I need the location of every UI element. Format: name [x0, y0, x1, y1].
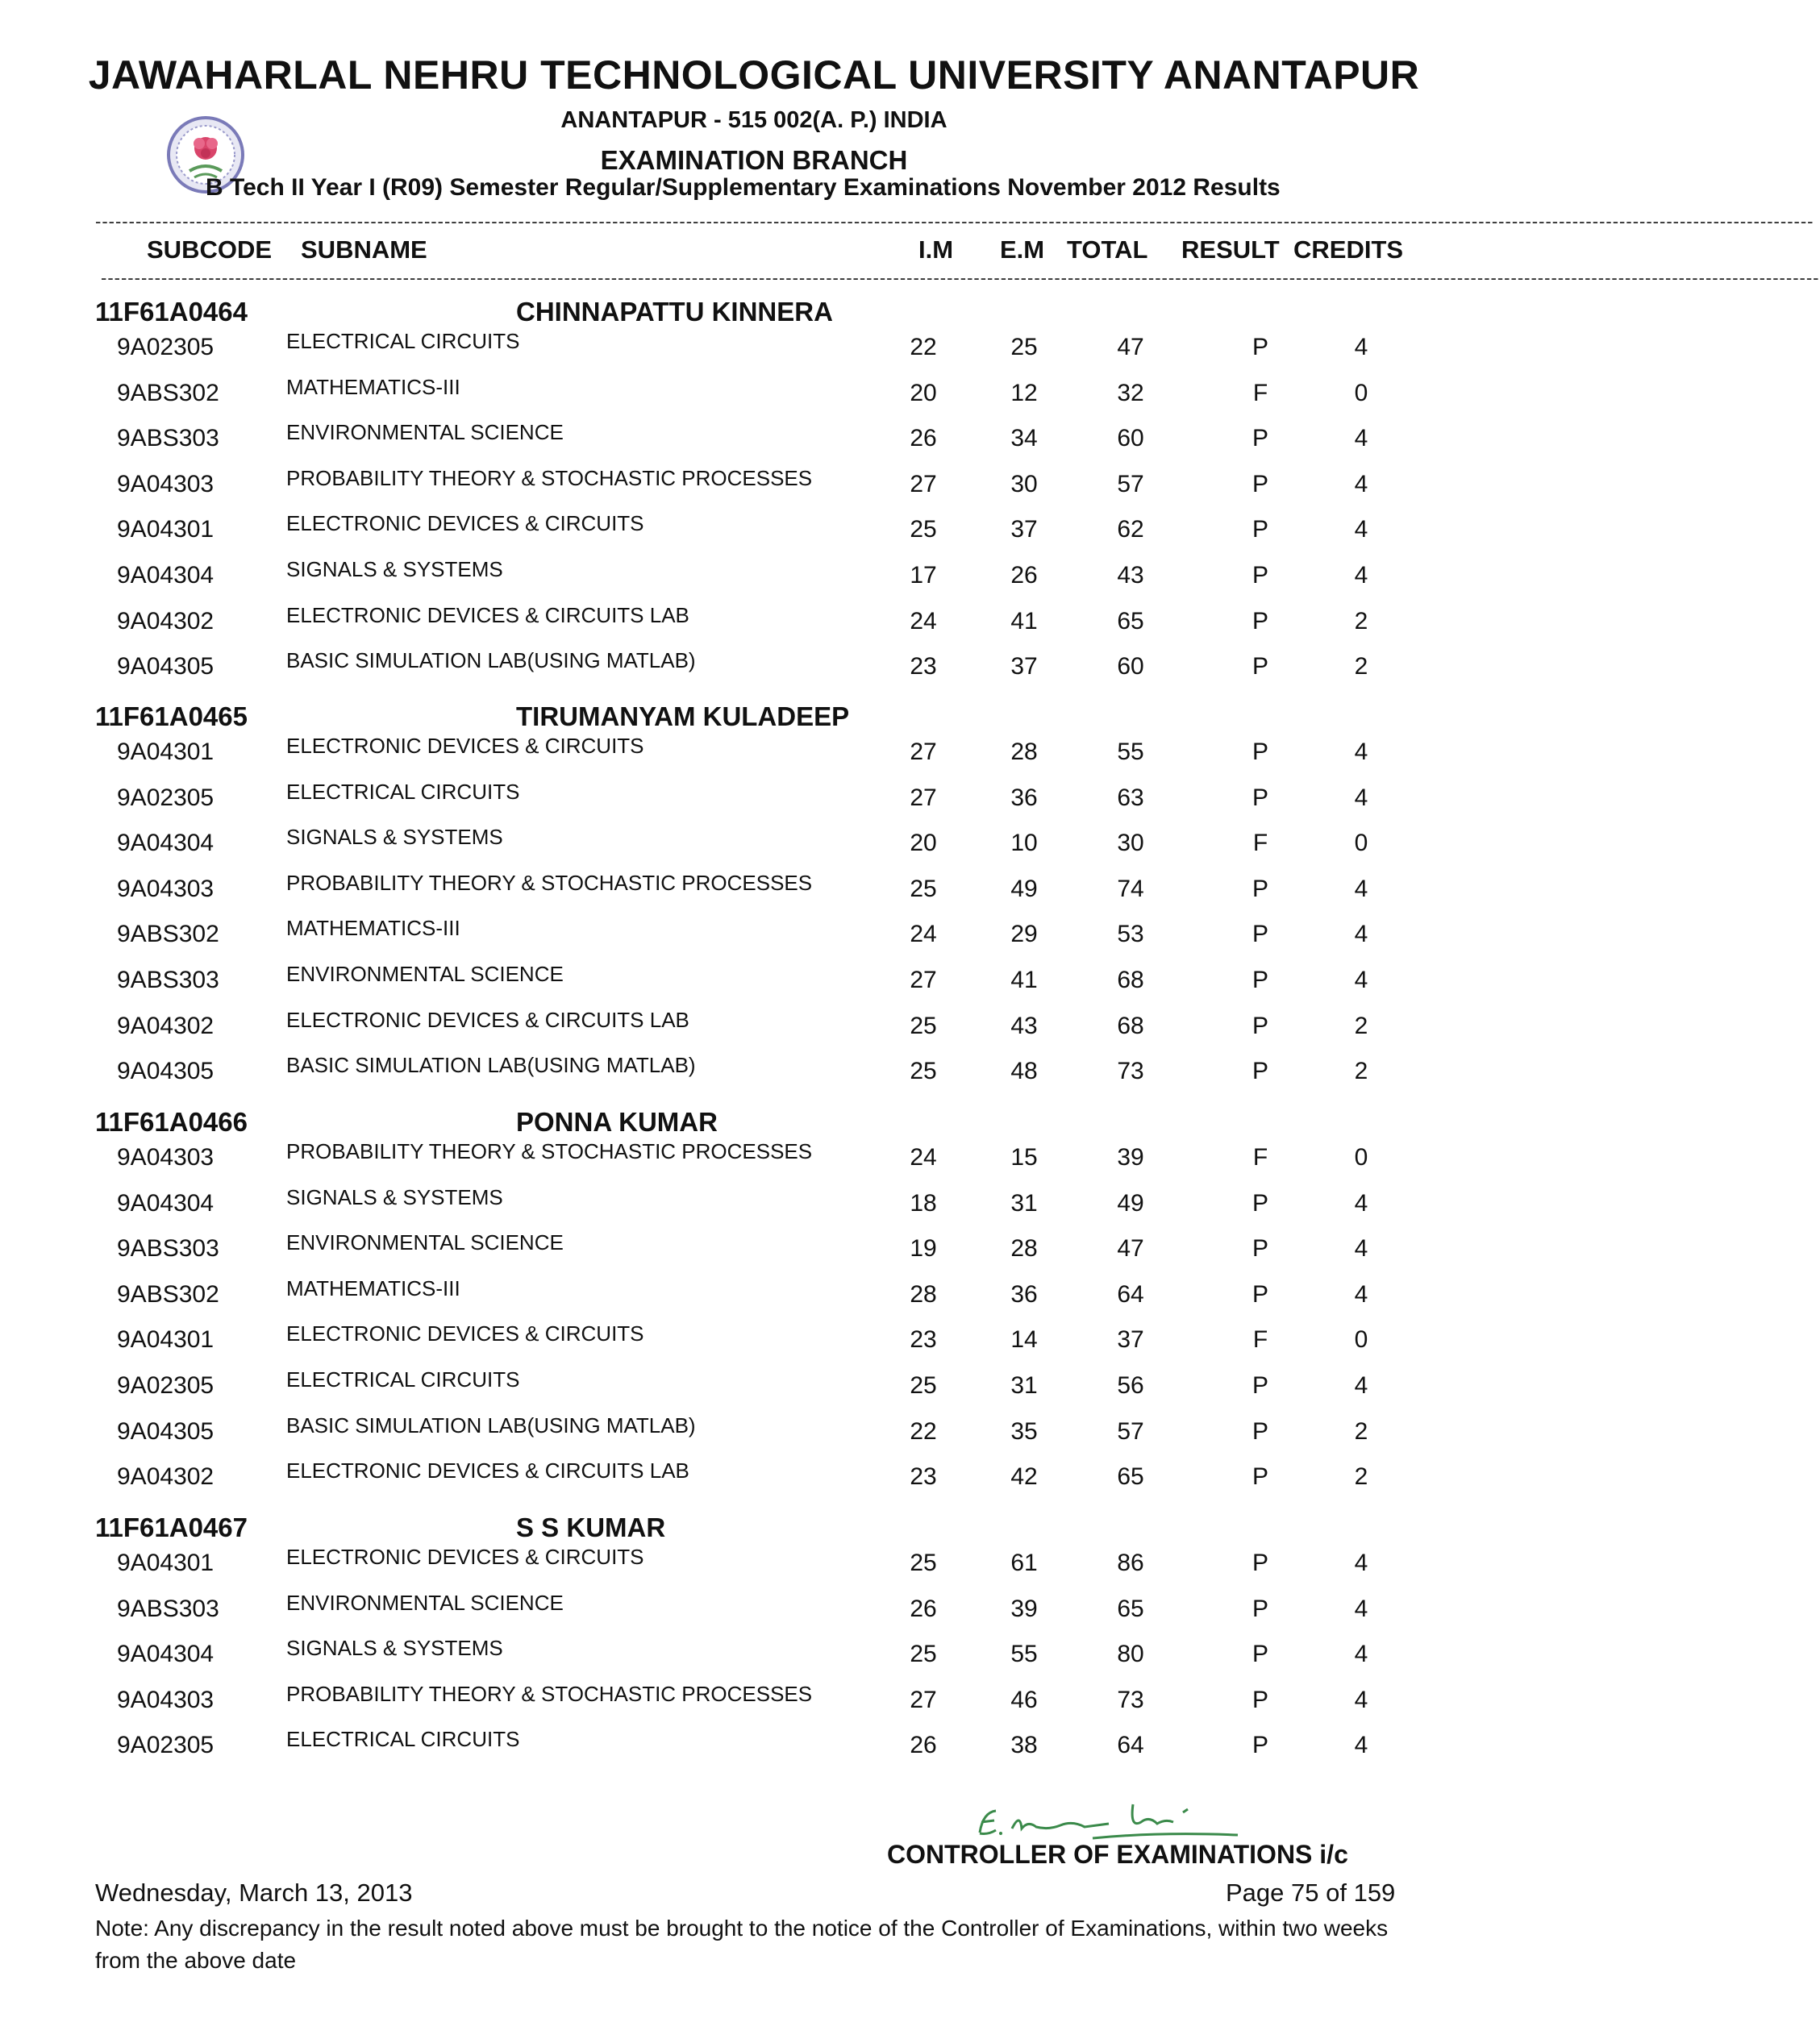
- external-marks: 37: [1010, 516, 1038, 543]
- result-status: P: [1252, 1058, 1268, 1085]
- total-marks: 57: [1117, 470, 1144, 497]
- result-status: P: [1252, 653, 1268, 680]
- subject-code: 9A04301: [117, 516, 214, 543]
- subject-name: PROBABILITY THEORY & STOCHASTIC PROCESSES: [286, 1139, 813, 1163]
- credits: 0: [1354, 1144, 1368, 1171]
- result-status: F: [1252, 1144, 1268, 1171]
- subject-name: MATHEMATICS-III: [286, 374, 460, 399]
- subject-code: 9A04301: [117, 1550, 214, 1576]
- external-marks: 61: [1010, 1550, 1038, 1576]
- internal-marks: 24: [910, 921, 937, 948]
- total-marks: 49: [1117, 1189, 1144, 1217]
- credits: 4: [1354, 1686, 1368, 1713]
- col-total: TOTAL: [1067, 235, 1148, 264]
- total-marks: 68: [1117, 967, 1144, 993]
- credits: 2: [1354, 1058, 1368, 1085]
- controller-title: CONTROLLER OF EXAMINATIONS i/c: [887, 1840, 1348, 1869]
- signature-mark: [972, 1788, 1246, 1845]
- subject-name: ELECTRONIC DEVICES & CIRCUITS LAB: [286, 602, 689, 627]
- subject-name: BASIC SIMULATION LAB(USING MATLAB): [286, 648, 696, 673]
- internal-marks: 27: [910, 1686, 937, 1713]
- internal-marks: 27: [910, 470, 937, 497]
- total-marks: 43: [1117, 562, 1144, 589]
- external-marks: 10: [1010, 830, 1038, 857]
- result-status: P: [1252, 334, 1268, 360]
- result-status: F: [1252, 379, 1268, 406]
- subject-name: ENVIRONMENTAL SCIENCE: [286, 1230, 564, 1255]
- result-status: F: [1252, 1326, 1268, 1354]
- internal-marks: 18: [910, 1189, 937, 1217]
- subject-code: 9A04301: [117, 739, 214, 765]
- university-title: JAWAHARLAL NEHRU TECHNOLOGICAL UNIVERSITY ANANTAPUR: [88, 52, 1420, 98]
- result-status: P: [1252, 1686, 1268, 1713]
- subject-name: ELECTRONIC DEVICES & CIRCUITS: [286, 734, 644, 758]
- internal-marks: 25: [910, 1058, 937, 1085]
- internal-marks: 27: [910, 967, 937, 993]
- external-marks: 39: [1010, 1595, 1038, 1622]
- external-marks: 26: [1010, 562, 1038, 589]
- total-marks: 37: [1117, 1326, 1144, 1354]
- student-name: PONNA KUMAR: [516, 1107, 718, 1137]
- result-status: P: [1252, 562, 1268, 589]
- external-marks: 12: [1010, 379, 1038, 406]
- subject-code: 9A04304: [117, 562, 214, 589]
- internal-marks: 22: [910, 334, 937, 360]
- external-marks: 46: [1010, 1686, 1038, 1713]
- credits: 4: [1354, 470, 1368, 497]
- credits: 4: [1354, 1641, 1368, 1668]
- subject-name: ENVIRONMENTAL SCIENCE: [286, 420, 564, 445]
- subject-name: SIGNALS & SYSTEMS: [286, 557, 503, 581]
- total-marks: 47: [1117, 1235, 1144, 1263]
- subject-name: ENVIRONMENTAL SCIENCE: [286, 962, 564, 986]
- result-status: P: [1252, 1189, 1268, 1217]
- result-status: F: [1252, 830, 1268, 857]
- result-status: P: [1252, 1235, 1268, 1263]
- total-marks: 60: [1117, 425, 1144, 452]
- student-reg-number: 11F61A0466: [95, 1107, 248, 1137]
- result-status: P: [1252, 967, 1268, 993]
- total-marks: 32: [1117, 379, 1144, 406]
- total-marks: 73: [1117, 1686, 1144, 1713]
- exam-title: B Tech II Year I (R09) Semester Regular/Supplementary Examinations November 2012 Results: [206, 174, 1281, 201]
- total-marks: 63: [1117, 784, 1144, 811]
- subject-name: BASIC SIMULATION LAB(USING MATLAB): [286, 1053, 696, 1078]
- print-date: Wednesday, March 13, 2013: [95, 1879, 413, 1907]
- credits: 2: [1354, 1463, 1368, 1491]
- external-marks: 55: [1010, 1641, 1038, 1668]
- student-reg-number: 11F61A0465: [95, 701, 248, 731]
- internal-marks: 27: [910, 784, 937, 811]
- total-marks: 47: [1117, 334, 1144, 360]
- student-reg-number: 11F61A0467: [95, 1512, 248, 1542]
- subject-code: 9ABS302: [117, 921, 219, 948]
- col-im: I.M: [918, 235, 954, 264]
- subject-name: SIGNALS & SYSTEMS: [286, 1636, 503, 1661]
- external-marks: 30: [1010, 470, 1038, 497]
- subject-name: ELECTRONIC DEVICES & CIRCUITS: [286, 511, 644, 536]
- internal-marks: 24: [910, 607, 937, 635]
- external-marks: 43: [1010, 1012, 1038, 1039]
- external-marks: 31: [1010, 1189, 1038, 1217]
- internal-marks: 25: [910, 1550, 937, 1576]
- col-credits: CREDITS: [1293, 235, 1404, 264]
- credits: 4: [1354, 967, 1368, 993]
- total-marks: 73: [1117, 1058, 1144, 1085]
- student-reg-number: 11F61A0464: [95, 297, 248, 327]
- internal-marks: 23: [910, 1463, 937, 1491]
- subject-code: 9A04304: [117, 1189, 214, 1217]
- subject-name: PROBABILITY THEORY & STOCHASTIC PROCESSES: [286, 870, 813, 895]
- total-marks: 65: [1117, 607, 1144, 635]
- subject-code: 9ABS303: [117, 967, 219, 993]
- subject-code: 9A04305: [117, 653, 214, 680]
- internal-marks: 23: [910, 1326, 937, 1354]
- subject-code: 9ABS302: [117, 379, 219, 406]
- subject-name: SIGNALS & SYSTEMS: [286, 1184, 503, 1209]
- total-marks: 62: [1117, 516, 1144, 543]
- total-marks: 56: [1117, 1372, 1144, 1399]
- subject-name: ELECTRONIC DEVICES & CIRCUITS: [286, 1545, 644, 1569]
- total-marks: 64: [1117, 1280, 1144, 1308]
- total-marks: 30: [1117, 830, 1144, 857]
- total-marks: 65: [1117, 1595, 1144, 1622]
- subject-code: 9A04301: [117, 1326, 214, 1354]
- credits: 2: [1354, 607, 1368, 635]
- result-status: P: [1252, 739, 1268, 765]
- internal-marks: 25: [910, 875, 937, 902]
- subject-code: 9ABS303: [117, 425, 219, 452]
- external-marks: 41: [1010, 607, 1038, 635]
- subject-code: 9A04302: [117, 1012, 214, 1039]
- student-name: S S KUMAR: [516, 1512, 666, 1542]
- internal-marks: 23: [910, 653, 937, 680]
- col-result: RESULT: [1181, 235, 1280, 264]
- discrepancy-note: Note: Any discrepancy in the result noted above must be brought to the notice of the Controller of Examinations, within two weeks from the above date: [95, 1916, 1389, 1973]
- total-marks: 64: [1117, 1732, 1144, 1759]
- result-status: P: [1252, 516, 1268, 543]
- subject-code: 9ABS303: [117, 1235, 219, 1263]
- subject-code: 9A02305: [117, 1372, 214, 1399]
- total-marks: 80: [1117, 1641, 1144, 1668]
- page-number: Page 75 of 159: [1226, 1879, 1396, 1907]
- subject-name: ELECTRONIC DEVICES & CIRCUITS: [286, 1321, 644, 1346]
- internal-marks: 22: [910, 1417, 937, 1445]
- subject-code: 9A04305: [117, 1058, 214, 1085]
- internal-marks: 20: [910, 379, 937, 406]
- credits: 2: [1354, 1417, 1368, 1445]
- total-marks: 57: [1117, 1417, 1144, 1445]
- student-name: CHINNAPATTU KINNERA: [516, 297, 833, 327]
- subject-code: 9A02305: [117, 334, 214, 360]
- external-marks: 37: [1010, 653, 1038, 680]
- subject-name: SIGNALS & SYSTEMS: [286, 825, 503, 850]
- credits: 4: [1354, 562, 1368, 589]
- divider-top: ----------------------------------------------------------------------------------------------------------------------------------------------------------------------------------------------------------------------------------------------------------------: [95, 211, 1814, 231]
- result-status: P: [1252, 1417, 1268, 1445]
- result-status: P: [1252, 607, 1268, 635]
- internal-marks: 24: [910, 1144, 937, 1171]
- credits: 4: [1354, 425, 1368, 452]
- subject-code: 9A04305: [117, 1417, 214, 1445]
- credits: 0: [1354, 379, 1368, 406]
- subject-code: 9A04304: [117, 1641, 214, 1668]
- subject-code: 9A04303: [117, 1686, 214, 1713]
- credits: 4: [1354, 784, 1368, 811]
- result-status: P: [1252, 1012, 1268, 1039]
- subject-name: ELECTRICAL CIRCUITS: [286, 1727, 520, 1752]
- subject-code: 9A04302: [117, 607, 214, 635]
- internal-marks: 25: [910, 1012, 937, 1039]
- credits: 4: [1354, 875, 1368, 902]
- subject-code: 9A04303: [117, 470, 214, 497]
- subject-name: ELECTRONIC DEVICES & CIRCUITS LAB: [286, 1007, 689, 1032]
- internal-marks: 20: [910, 830, 937, 857]
- external-marks: 25: [1010, 334, 1038, 360]
- external-marks: 41: [1010, 967, 1038, 993]
- subject-name: MATHEMATICS-III: [286, 916, 460, 941]
- credits: 2: [1354, 1012, 1368, 1039]
- subject-name: PROBABILITY THEORY & STOCHASTIC PROCESSES: [286, 1681, 813, 1706]
- external-marks: 38: [1010, 1732, 1038, 1759]
- external-marks: 34: [1010, 425, 1038, 452]
- subject-name: MATHEMATICS-III: [286, 1275, 460, 1300]
- credits: 0: [1354, 830, 1368, 857]
- internal-marks: 25: [910, 1641, 937, 1668]
- subject-code: 9A04303: [117, 1144, 214, 1171]
- result-status: P: [1252, 1372, 1268, 1399]
- student-name: TIRUMANYAM KULADEEP: [516, 701, 850, 731]
- credits: 4: [1354, 334, 1368, 360]
- credits: 4: [1354, 921, 1368, 948]
- internal-marks: 26: [910, 1595, 937, 1622]
- external-marks: 42: [1010, 1463, 1038, 1491]
- subject-name: BASIC SIMULATION LAB(USING MATLAB): [286, 1413, 696, 1438]
- result-status: P: [1252, 1463, 1268, 1491]
- result-status: P: [1252, 1641, 1268, 1668]
- credits: 4: [1354, 1595, 1368, 1622]
- external-marks: 35: [1010, 1417, 1038, 1445]
- divider-header: ----------------------------------------------------------------------------------------------------------------------------------------------------------------------------------------------------------------------------------------------------------------: [101, 268, 1820, 288]
- subject-code: 9ABS303: [117, 1595, 219, 1622]
- internal-marks: 26: [910, 1732, 937, 1759]
- external-marks: 15: [1010, 1144, 1038, 1171]
- subject-name: ELECTRONIC DEVICES & CIRCUITS LAB: [286, 1458, 689, 1483]
- internal-marks: 25: [910, 1372, 937, 1399]
- internal-marks: 25: [910, 516, 937, 543]
- credits: 4: [1354, 1235, 1368, 1263]
- subject-name: PROBABILITY THEORY & STOCHASTIC PROCESSES: [286, 465, 813, 490]
- subject-code: 9ABS302: [117, 1280, 219, 1308]
- external-marks: 36: [1010, 1280, 1038, 1308]
- external-marks: 49: [1010, 875, 1038, 902]
- subject-name: ELECTRICAL CIRCUITS: [286, 1367, 520, 1392]
- col-subcode: SUBCODE: [147, 235, 273, 264]
- result-status: P: [1252, 1595, 1268, 1622]
- subject-name: ENVIRONMENTAL SCIENCE: [286, 1590, 564, 1615]
- external-marks: 28: [1010, 1235, 1038, 1263]
- external-marks: 29: [1010, 921, 1038, 948]
- subject-code: 9A04304: [117, 830, 214, 857]
- result-status: P: [1252, 470, 1268, 497]
- external-marks: 36: [1010, 784, 1038, 811]
- result-status: P: [1252, 1280, 1268, 1308]
- external-marks: 14: [1010, 1326, 1038, 1354]
- result-status: P: [1252, 784, 1268, 811]
- subject-code: 9A04303: [117, 875, 214, 902]
- credits: 4: [1354, 739, 1368, 765]
- internal-marks: 26: [910, 425, 937, 452]
- external-marks: 31: [1010, 1372, 1038, 1399]
- result-status: P: [1252, 875, 1268, 902]
- total-marks: 68: [1117, 1012, 1144, 1039]
- total-marks: 65: [1117, 1463, 1144, 1491]
- subject-code: 9A04302: [117, 1463, 214, 1491]
- subject-code: 9A02305: [117, 1732, 214, 1759]
- total-marks: 86: [1117, 1550, 1144, 1576]
- col-subname: SUBNAME: [301, 235, 427, 264]
- col-em: E.M: [1000, 235, 1045, 264]
- credits: 2: [1354, 653, 1368, 680]
- external-marks: 48: [1010, 1058, 1038, 1085]
- internal-marks: 27: [910, 739, 937, 765]
- total-marks: 39: [1117, 1144, 1144, 1171]
- credits: 4: [1354, 516, 1368, 543]
- total-marks: 74: [1117, 875, 1144, 902]
- internal-marks: 28: [910, 1280, 937, 1308]
- credits: 4: [1354, 1732, 1368, 1759]
- internal-marks: 17: [910, 562, 937, 589]
- examination-branch: EXAMINATION BRANCH: [600, 145, 908, 175]
- internal-marks: 19: [910, 1235, 937, 1263]
- university-address: ANANTAPUR - 515 002(A. P.) INDIA: [560, 107, 947, 133]
- total-marks: 53: [1117, 921, 1144, 948]
- credits: 0: [1354, 1326, 1368, 1354]
- total-marks: 55: [1117, 739, 1144, 765]
- external-marks: 28: [1010, 739, 1038, 765]
- subject-name: ELECTRICAL CIRCUITS: [286, 779, 520, 804]
- credits: 4: [1354, 1280, 1368, 1308]
- subject-name: ELECTRICAL CIRCUITS: [286, 329, 520, 353]
- subject-code: 9A02305: [117, 784, 214, 811]
- credits: 4: [1354, 1189, 1368, 1217]
- result-status: P: [1252, 921, 1268, 948]
- result-status: P: [1252, 1550, 1268, 1576]
- credits: 4: [1354, 1550, 1368, 1576]
- total-marks: 60: [1117, 653, 1144, 680]
- credits: 4: [1354, 1372, 1368, 1399]
- result-status: P: [1252, 425, 1268, 452]
- result-status: P: [1252, 1732, 1268, 1759]
